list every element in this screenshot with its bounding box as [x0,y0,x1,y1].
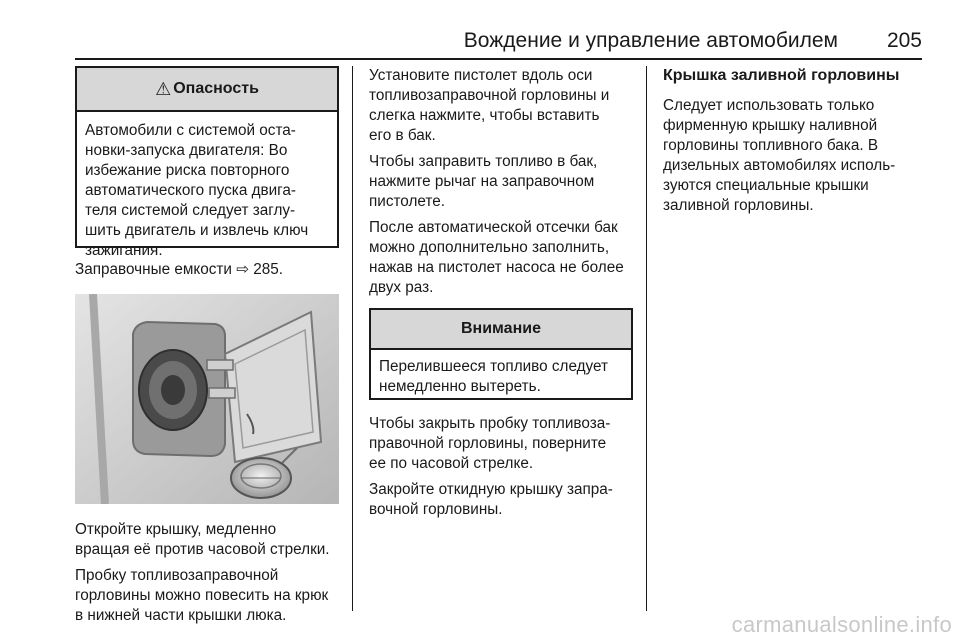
text-line: Чтобы заправить топливо в бак, [369,153,598,170]
close-cap-paragraph [369,414,633,474]
text-line: горловины можно повесить на крюк [75,587,329,604]
fuel-cap-paragraph [663,96,923,216]
text-line: можно дополнительно заполнить, [369,239,610,256]
text-line: слегка нажмите, чтобы вставить [369,107,600,124]
warning-triangle-icon: ⚠ [155,78,172,99]
page-reference-arrow-icon: ⇨ [236,261,250,278]
text-line: ее по часовой стрелке. [369,455,534,472]
text-line: заливной горловины. [663,197,814,214]
text-line: Откройте крышку, медленно [75,521,277,538]
capacity-reference-page[interactable]: 285. [253,261,284,278]
capacity-reference [75,260,339,280]
caution-box-heading: Внимание [461,320,541,337]
left-column [75,66,339,626]
text-line: Закройте откидную крышку запра- [369,481,613,498]
text-line: дизельных автомобилях исполь- [663,157,896,174]
column-divider-2 [646,66,647,611]
caution-box [369,308,633,400]
text-line: фирменную крышку наливной [663,117,878,134]
text-line: горловины топливного бака. В [663,137,879,154]
caution-line: немедленно вытереть. [379,378,541,395]
fill-paragraph [369,152,633,212]
after-cutoff-paragraph [369,218,633,298]
text-line: в нижней части крышки люка. [75,607,287,624]
text-line: Чтобы закрыть пробку топливоза- [369,415,611,432]
caution-box-header [371,310,631,350]
danger-line: новки-запуска двигателя: Во [85,142,288,159]
danger-line: зажигания. [85,242,163,259]
danger-line: избежание риска повторного [85,162,290,179]
header-rule [75,58,922,60]
text-line: Следует использовать только [663,97,875,114]
open-door-paragraph [75,520,339,560]
danger-line: шить двигатель и извлечь ключ [85,222,309,239]
watermark: carmanualsonline.info [731,612,952,637]
close-door-paragraph [369,480,633,520]
text-line: вращая её против часовой стрелки. [75,541,330,558]
danger-line: теля системой следует заглу- [85,202,296,219]
text-line: После автоматической отсечки бак [369,219,618,236]
text-line: нажав на пистолет насоса не более [369,259,624,276]
page-title: Вождение и управление автомобилем [463,29,838,52]
text-line: Пробку топливозаправочной [75,567,279,584]
text-line: зуются специальные крышки [663,177,869,194]
text-line: двух раз. [369,279,434,296]
danger-line: автоматического пуска двига- [85,182,297,199]
insert-nozzle-paragraph [369,66,633,146]
text-line: вочной горловины. [369,501,503,518]
danger-box-body [77,112,337,269]
caution-box-body [371,350,631,405]
fuel-filler-door-with-cap-illustration [75,294,339,504]
hang-cap-paragraph [75,566,339,626]
danger-box [75,66,339,259]
column-divider-1 [352,66,353,611]
right-column [663,66,923,216]
danger-line: Автомобили с системой оста- [85,122,296,139]
text-line: правочной горловины, поверните [369,435,607,452]
text-line: пистолете. [369,193,445,210]
danger-box-header [77,68,337,112]
page-header [0,26,922,56]
danger-box-heading: Опасность [173,80,259,97]
text-line: топливозаправочной горловины и [369,87,610,104]
section-heading: Крышка заливной горловины [663,67,900,84]
capacity-reference-text: Заправочные емкости [75,261,232,278]
caution-line: Перелившееся топливо следует [379,358,609,375]
page-number: 205 [886,29,922,52]
text-line: Установите пистолет вдоль оси [369,67,593,84]
middle-column [369,66,633,520]
text-line: его в бак. [369,127,436,144]
text-line: нажмите рычаг на заправочном [369,173,595,190]
